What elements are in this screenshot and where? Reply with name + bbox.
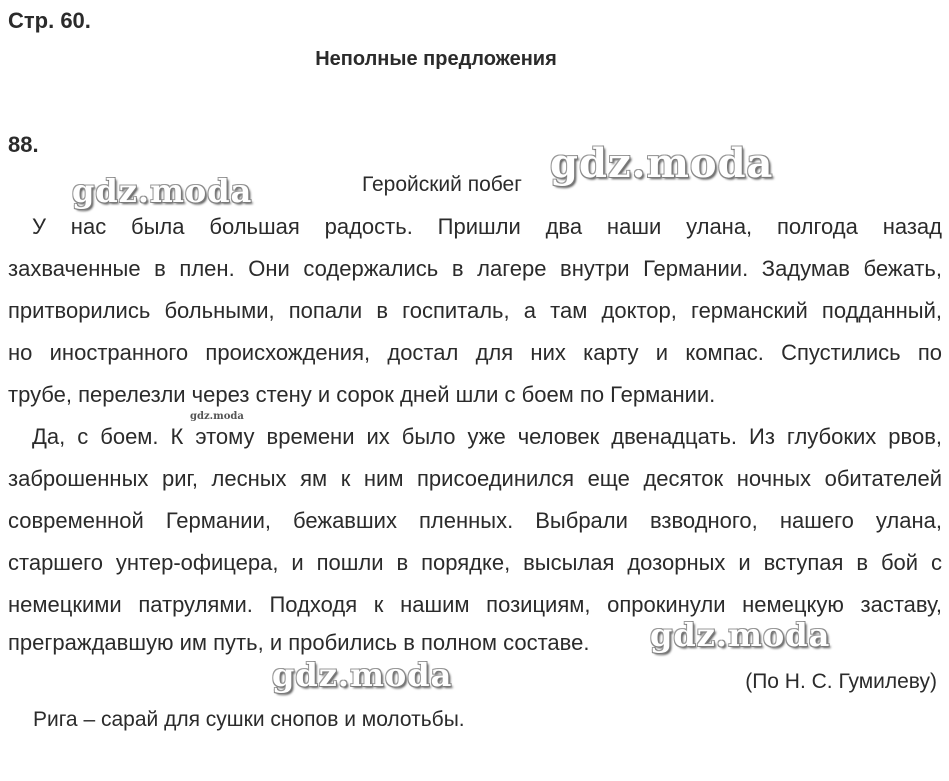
page-reference: Стр. 60. bbox=[8, 8, 91, 33]
watermark: gdz.moda bbox=[190, 411, 244, 422]
text-line-9: старшего унтер-офицера, и пошли в порядке, высылая дозорных и вступая в бой с bbox=[8, 550, 942, 575]
footnote: Рига – сарай для сушки снопов и молотьбы. bbox=[33, 708, 465, 731]
text-line-3: притворились больными, попали в госпиталь, а там доктор, германский подданный, bbox=[8, 298, 942, 323]
author-attribution: (По Н. С. Гумилеву) bbox=[745, 670, 937, 693]
section-title: Неполные предложения bbox=[315, 48, 557, 70]
watermark: gdz.moda bbox=[650, 616, 831, 654]
text-line-11: преграждавшую им путь, и пробились в полном составе. bbox=[8, 630, 590, 655]
watermark: gdz.moda bbox=[550, 140, 774, 187]
text-line-5: трубе, перелезли через стену и сорок дней шли с боем по Германии. bbox=[8, 382, 716, 407]
text-line-10: немецкими патрулями. Подходя к нашим позициям, опрокинули немецкую заставу, bbox=[8, 592, 942, 617]
text-line-2: захваченные в плен. Они содержались в лагере внутри Германии. Задумав бежать, bbox=[8, 256, 942, 281]
watermark: gdz.moda bbox=[272, 656, 453, 694]
story-title: Геройский побег bbox=[362, 173, 522, 196]
watermark: gdz.moda bbox=[72, 172, 253, 210]
text-line-1: У нас была большая радость. Пришли два наши улана, полгода назад bbox=[32, 214, 942, 239]
text-line-4: но иностранного происхождения, достал для них карту и компас. Спустились по bbox=[8, 340, 942, 365]
text-line-7: заброшенных риг, лесных ям к ним присоединился еще десяток ночных обитателей bbox=[8, 466, 942, 491]
text-line-6: Да, с боем. К этому времени их было уже человек двенадцать. Из глубоких рвов, bbox=[32, 424, 942, 449]
task-number: 88. bbox=[8, 132, 39, 157]
text-line-8: современной Германии, бежавших пленных. Выбрали взводного, нашего улана, bbox=[8, 508, 942, 533]
